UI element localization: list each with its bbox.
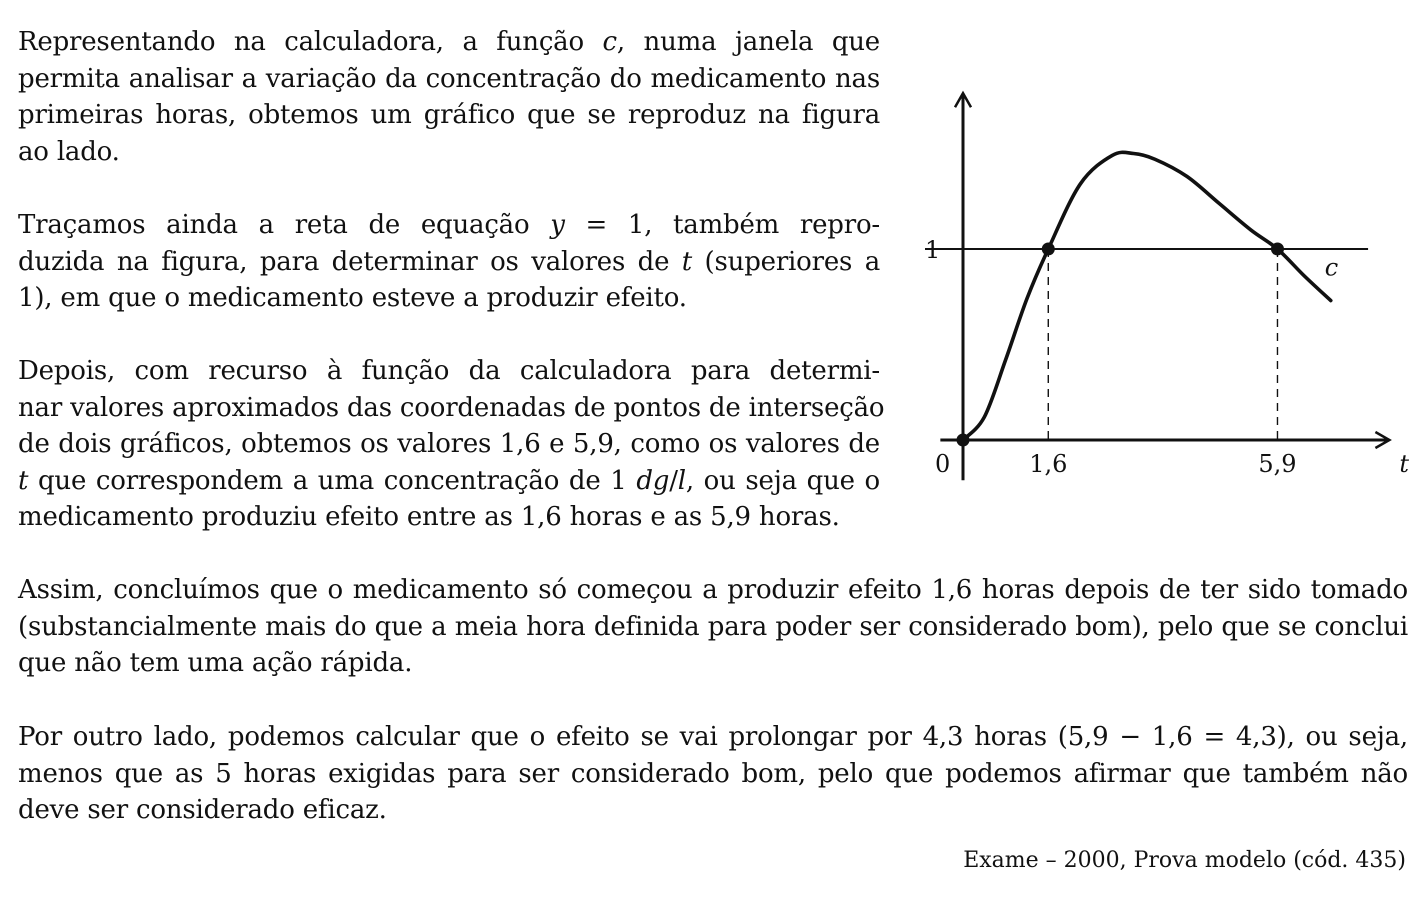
curve-c — [963, 152, 1331, 440]
x-axis-label: t — [1399, 450, 1410, 478]
y-tick-label: 1 — [925, 236, 941, 264]
text-line: nar valores aproximados das coordenadas de pontos de interseção — [18, 392, 885, 423]
text-line: 1), em que o medicamento esteve a produzir efeito. — [18, 283, 687, 314]
axes — [940, 93, 1389, 480]
text-line: de dois gráficos, obtemos os valores 1,6 e 5,9, como os valores de — [18, 429, 880, 460]
paragraph-3 — [18, 353, 885, 536]
text-line: Assim, concluímos que o medicamento só começou a produzir efeito 1,6 horas depois de ter sido tomado — [18, 575, 1408, 605]
series-lines — [925, 152, 1368, 440]
text-line: medicamento produziu efeito entre as 1,6 horas e as 5,9 horas. — [18, 502, 840, 533]
paragraph-4 — [18, 572, 1408, 682]
source-citation: Exame – 2000, Prova modelo (cód. 435) — [963, 848, 1406, 873]
paragraph-2 — [18, 207, 880, 317]
intersection-point — [1271, 243, 1284, 256]
text-line: ao lado. — [18, 136, 120, 167]
text-line: Representando na calculadora, a função c, numa janela que — [18, 27, 880, 57]
text-line: duzida na figura, para determinar os valores de t (superiores a — [18, 246, 880, 277]
text-line: permita analisar a variação da concentração do medicamento nas — [18, 63, 880, 94]
text-line: (substancialmente mais do que a meia hora definida para poder ser considerado bom), pelo que se conclui — [18, 611, 1408, 642]
text-line: t que correspondem a uma concentração de 1 dg/l, ou seja que o — [18, 465, 880, 496]
text-line: menos que as 5 horas exigidas para ser considerado bom, pelo que podemos afirmar que também não — [18, 758, 1408, 789]
graph-labels — [925, 236, 1409, 478]
intersection-points — [957, 243, 1284, 447]
paragraph-5 — [18, 719, 1408, 829]
text-line: que não tem uma ação rápida. — [18, 648, 413, 679]
origin-label: 0 — [935, 450, 951, 478]
intersection-point — [1042, 243, 1055, 256]
text-line: primeiras horas, obtemos um gráfico que se reproduz na figura — [18, 100, 880, 131]
origin-point — [957, 434, 970, 447]
paragraph-1 — [18, 24, 880, 170]
text-line: deve ser considerado eficaz. — [18, 795, 387, 826]
text-line: Por outro lado, podemos calcular que o efeito se vai prolongar por 4,3 horas (5,9 − 1,6 = 4,3), ou seja, — [18, 722, 1408, 752]
dashed-guides — [1048, 249, 1277, 440]
text-line: Depois, com recurso à função da calculadora para determi- — [18, 356, 880, 386]
text-line: Traçamos ainda a reta de equação y = 1, também repro- — [18, 210, 881, 240]
curve-label: c — [1324, 253, 1339, 282]
function-graph — [900, 80, 1410, 500]
x-tick-label: 5,9 — [1258, 450, 1297, 478]
x-tick-label: 1,6 — [1029, 450, 1068, 478]
